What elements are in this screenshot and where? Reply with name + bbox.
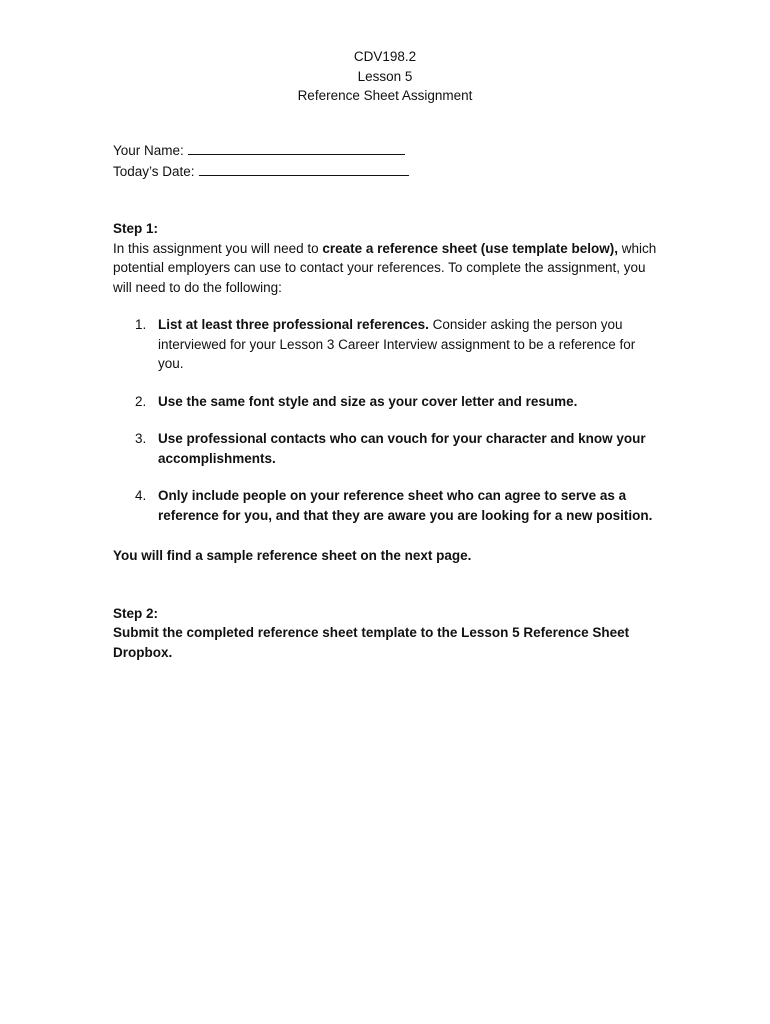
item-number: 4. — [135, 488, 147, 503]
requirements-list — [113, 315, 658, 525]
step1-intro-start: In this assignment you will need to — [113, 240, 323, 256]
sample-note: You will find a sample reference sheet on the next page. — [113, 548, 472, 563]
lesson-number: Lesson 5 — [357, 68, 413, 84]
item-number: 2. — [135, 393, 147, 409]
list-item — [113, 392, 658, 412]
item-number: 3. — [135, 431, 147, 446]
step1-intro-emphasis: create a reference sheet (use template below), — [322, 240, 618, 256]
document-header — [0, 47, 770, 106]
date-label: Today’s Date: — [113, 163, 195, 179]
step2-heading: Step 2: — [113, 605, 159, 621]
name-blank-line[interactable] — [188, 140, 405, 155]
step1-intro-end: which potential employers can use to contact your references. To complete the assignment, you will need to do the following: — [113, 240, 657, 295]
assignment-title: Reference Sheet Assignment — [297, 88, 473, 103]
item-bold-text: List at least three professional references. — [158, 317, 429, 332]
item-number: 1. — [135, 317, 147, 332]
course-code: CDV198.2 — [353, 49, 417, 64]
step1-intro — [113, 239, 658, 298]
item-bold-text: Only include people on your reference sheet who can agree to serve as a reference for you, and that they are aware you are looking for a new position. — [158, 488, 653, 523]
name-label: Your Name: — [113, 143, 184, 158]
step1-heading: Step 1: — [113, 221, 159, 236]
item-bold-text: Use the same font style and size as your cover letter and resume. — [158, 393, 578, 409]
step2-text: Submit the completed reference sheet template to the Lesson 5 Reference Sheet Dropbox. — [113, 625, 630, 660]
date-blank-line[interactable] — [199, 161, 409, 176]
list-item — [113, 429, 658, 468]
list-item — [113, 315, 658, 374]
date-field[interactable] — [113, 161, 658, 182]
document-body — [113, 140, 658, 662]
name-field[interactable] — [113, 140, 658, 161]
item-bold-text: Use professional contacts who can vouch for your character and know your accomplishments. — [158, 431, 646, 466]
spacer — [113, 181, 658, 219]
list-item — [113, 486, 658, 525]
item-text: Consider asking the person you interviewed for your Lesson 3 Career Interview assignment to be a reference for you. — [158, 317, 636, 371]
